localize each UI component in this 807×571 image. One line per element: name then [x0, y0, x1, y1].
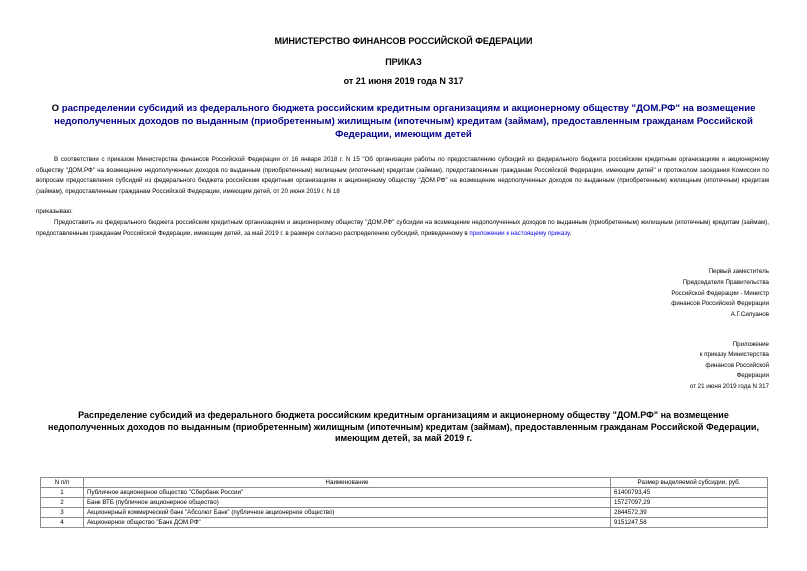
row-name: Публичное акционерное общество "Сбербанк России" — [84, 488, 611, 498]
row-amount: 9151247,58 — [611, 518, 768, 528]
row-amount: 15727097,29 — [611, 498, 768, 508]
title-prefix: О — [51, 103, 62, 114]
table-row — [41, 518, 768, 528]
table-header-row — [41, 478, 768, 488]
signature-line-1: Первый заместитель — [708, 268, 769, 275]
row-number: 2 — [41, 498, 84, 508]
signature-line-3: Российской Федерации - Министр — [671, 289, 769, 297]
table-row — [41, 498, 768, 508]
order-end: . — [569, 229, 572, 237]
ministry-heading: МИНИСТЕРСТВО ФИНАНСОВ РОССИЙСКОЙ ФЕДЕРАЦИИ — [274, 36, 533, 46]
appendix-line-2: к приказу Министерства — [699, 351, 769, 359]
header-number: N п/п — [41, 478, 84, 488]
row-amount: 61400793,45 — [611, 488, 768, 498]
appendix-line-5: от 21 июня 2019 года N 317 — [689, 382, 769, 390]
row-number: 1 — [41, 488, 84, 498]
subsidy-table — [40, 477, 768, 528]
preamble-paragraph — [36, 155, 769, 198]
table-row — [41, 488, 768, 498]
title-link[interactable]: распределении субсидий из федерального бюджета российским кредитным организациям и акционерному обществу "ДОМ.РФ" на возмещение недополученных доходов по выданным (приобретенным) жилищным (ипотечным) кредитам (займам), предоставленным гражданам Российской Федерации, имеющим детей — [54, 103, 756, 140]
row-number: 4 — [41, 518, 84, 528]
row-name: Акционерный коммерческий банк "Абсолют Банк" (публичное акционерное общество) — [84, 508, 611, 518]
signature-line-4: финансов Российской Федерации — [671, 300, 769, 308]
appendix-line-3: финансов Российской — [705, 361, 769, 369]
appendix-link[interactable]: приложении к настоящему приказу — [469, 229, 570, 237]
header-name: Наименование — [84, 478, 611, 488]
row-name: Банк ВТБ (публичное акционерное общество) — [84, 498, 611, 508]
order-text: Предоставить из федерального бюджета российским кредитным организациям и акционерному обществу "ДОМ.РФ" субсидии на возмещение недополученных доходов по выданным (приобретенным) жилищным (ипотечным) кредитам (займам), предоставленным гражданам Российской Федерации, имеющим детей, за май 2019 г. в размере согласно распределению субсидий, приведенному в — [36, 219, 769, 237]
row-number: 3 — [41, 508, 84, 518]
document-title — [40, 102, 767, 141]
row-amount: 2844572,39 — [611, 508, 768, 518]
row-name: Акционерное общество "Банк ДОМ.РФ" — [84, 518, 611, 528]
doc-date-number: от 21 июня 2019 года N 317 — [343, 76, 464, 86]
distribution-title: Распределение субсидий из федерального бюджета российским кредитным организациям и акционерному обществу "ДОМ.РФ" на возмещение недополученных доходов по выданным (приобретенным) жилищным (ипотечным) кредитам (займам), предоставленным гражданам Российской Федерации, имеющим детей, за май 2019 г. — [48, 410, 759, 443]
order-paragraph — [36, 218, 769, 239]
signature-block — [569, 267, 769, 321]
doc-type-heading: ПРИКАЗ — [385, 57, 422, 67]
appendix-line-4: Федерации — [736, 372, 769, 380]
header-amount: Размер выделяемой субсидии, руб. — [611, 478, 768, 488]
appendix-line-1: Приложение — [732, 341, 769, 348]
table-row — [41, 508, 768, 518]
order-word: приказываю: — [36, 208, 73, 215]
signature-line-2: Председателя Правительства — [682, 278, 769, 286]
preamble-text: В соответствии с приказом Министерства финансов Российской Федерации от 16 января 2018 г. N 15 "Об организации работы по предоставлению субсидий из федерального бюджета российским кредитным организациям и акционерному обществу "ДОМ.РФ" на возмещение недополученных доходов по выданным (приобретенным) жилищным (ипотечным) кредитам (займам), предоставленным гражданам Российской Федерации, имеющим детей" и протоколом заседания Комиссии по вопросам предоставления субсидий из федерального бюджета российским кредитным организациям и акционерному обществу "ДОМ.РФ" на возмещение недополученных доходов по выданным (приобретенным) жилищным (ипотечным) кредитам (займам), предоставленным гражданам Российской Федерации, имеющим детей, от 20 июня 2019 г. N 18 — [36, 156, 769, 196]
appendix-block — [639, 340, 769, 392]
signature-name: А.Г.Силуанов — [730, 311, 769, 319]
